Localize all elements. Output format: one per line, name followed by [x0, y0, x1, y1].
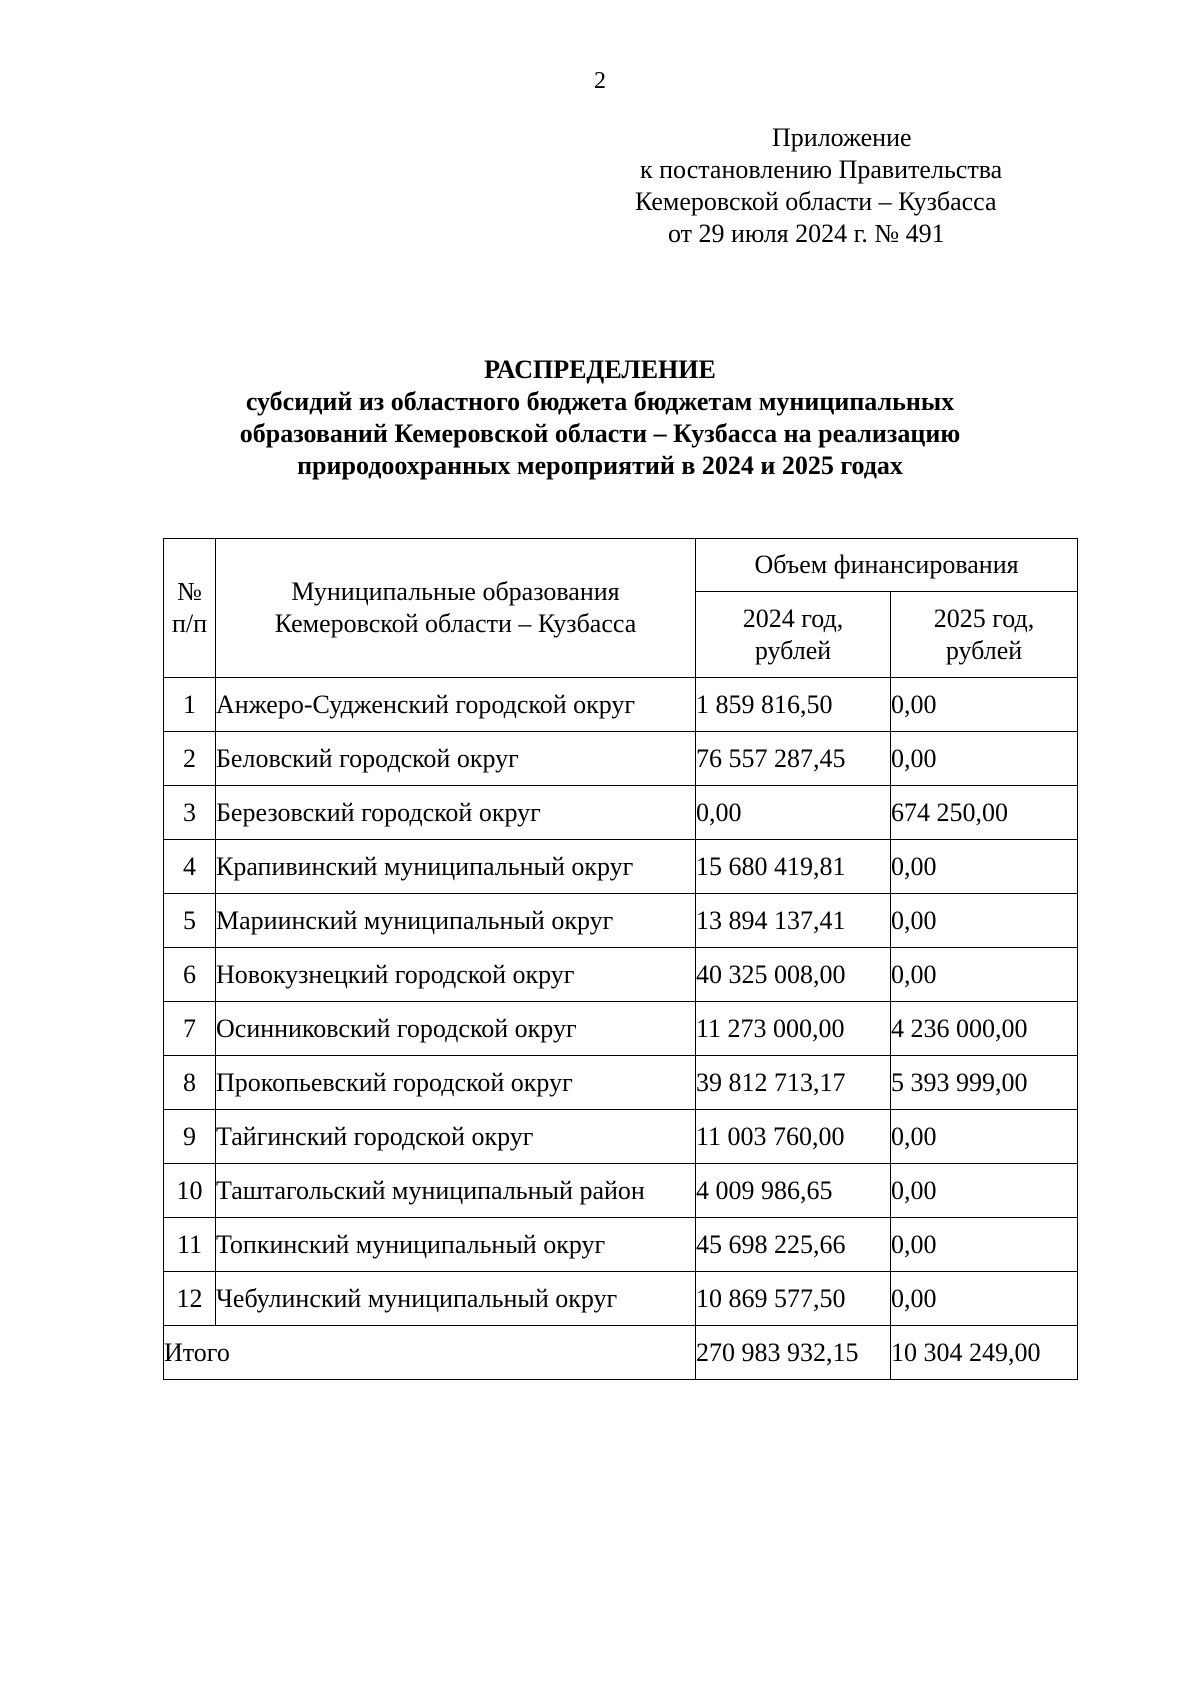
row-number: 8	[164, 1056, 216, 1110]
table-row	[164, 1056, 1078, 1110]
header-2024-line: рублей	[754, 635, 832, 665]
appendix-line: от 29 июля 2024 г. № 491	[668, 219, 945, 248]
header-funding: Объем финансирования	[696, 539, 1078, 592]
row-municipality: Березовский городской округ	[216, 786, 696, 840]
total-label: Итого	[164, 1326, 696, 1380]
header-2025-line: 2025 год,	[933, 603, 1035, 633]
document-title	[0, 354, 1200, 482]
row-number: 1	[164, 678, 216, 732]
row-municipality: Осинниковский городской округ	[216, 1002, 696, 1056]
header-number-line: №	[177, 577, 202, 606]
row-municipality: Анжеро-Судженский городской округ	[216, 678, 696, 732]
row-number: 12	[164, 1272, 216, 1326]
row-municipality: Чебулинский муниципальный округ	[216, 1272, 696, 1326]
row-municipality: Мариинский муниципальный округ	[216, 894, 696, 948]
row-value-2025: 0,00	[891, 840, 1078, 894]
total-value-2025: 10 304 249,00	[891, 1326, 1078, 1380]
header-2025	[891, 592, 1078, 678]
header-number-line: п/п	[171, 609, 208, 638]
row-value-2025: 674 250,00	[891, 786, 1078, 840]
row-value-2024: 10 869 577,50	[696, 1272, 891, 1326]
row-number: 7	[164, 1002, 216, 1056]
total-value-2024: 270 983 932,15	[696, 1326, 891, 1380]
table-row	[164, 1164, 1078, 1218]
row-value-2024: 1 859 816,50	[696, 678, 891, 732]
row-municipality: Прокопьевский городской округ	[216, 1056, 696, 1110]
header-number	[164, 539, 216, 678]
row-number: 6	[164, 948, 216, 1002]
title-heading: РАСПРЕДЕЛЕНИЕ	[484, 355, 716, 384]
row-value-2024: 39 812 713,17	[696, 1056, 891, 1110]
row-value-2025: 0,00	[891, 1218, 1078, 1272]
row-value-2024: 13 894 137,41	[696, 894, 891, 948]
row-municipality: Новокузнецкий городской округ	[216, 948, 696, 1002]
row-value-2025: 4 236 000,00	[891, 1002, 1078, 1056]
table-row	[164, 894, 1078, 948]
table-row	[164, 786, 1078, 840]
table-row	[164, 1272, 1078, 1326]
distribution-table	[163, 538, 1078, 1380]
row-value-2025: 0,00	[891, 732, 1078, 786]
table-row	[164, 678, 1078, 732]
row-number: 11	[164, 1218, 216, 1272]
appendix-line: к постановлению Правительства	[640, 155, 1003, 184]
row-value-2025: 5 393 999,00	[891, 1056, 1078, 1110]
row-value-2025: 0,00	[891, 948, 1078, 1002]
total-row	[164, 1326, 1078, 1380]
row-municipality: Тайгинский городской округ	[216, 1110, 696, 1164]
row-value-2025: 0,00	[891, 1272, 1078, 1326]
header-municipality-line: Муниципальные образования	[291, 577, 620, 606]
table-row	[164, 1110, 1078, 1164]
table-row	[164, 948, 1078, 1002]
row-value-2025: 0,00	[891, 678, 1078, 732]
header-2025-line: рублей	[945, 635, 1023, 665]
page-number: 2	[594, 68, 606, 94]
row-municipality: Крапивинский муниципальный округ	[216, 840, 696, 894]
title-line: природоохранных мероприятий в 2024 и 2025 годах	[297, 451, 903, 480]
row-number: 4	[164, 840, 216, 894]
header-municipality	[216, 539, 696, 678]
header-municipality-line: Кемеровской области – Кузбасса	[274, 609, 637, 638]
title-line: субсидий из областного бюджета бюджетам муниципальных	[245, 387, 955, 416]
appendix-line: Кемеровской области – Кузбасса	[635, 187, 997, 216]
row-value-2025: 0,00	[891, 1164, 1078, 1218]
table-row	[164, 732, 1078, 786]
title-line: образований Кемеровской области – Кузбасса на реализацию	[239, 419, 961, 448]
row-value-2025: 0,00	[891, 1110, 1078, 1164]
row-number: 10	[164, 1164, 216, 1218]
appendix-header	[600, 122, 1100, 250]
row-number: 3	[164, 786, 216, 840]
row-value-2024: 45 698 225,66	[696, 1218, 891, 1272]
row-value-2025: 0,00	[891, 894, 1078, 948]
table-row	[164, 1002, 1078, 1056]
row-number: 5	[164, 894, 216, 948]
row-municipality: Таштагольский муниципальный район	[216, 1164, 696, 1218]
row-value-2024: 76 557 287,45	[696, 732, 891, 786]
row-value-2024: 15 680 419,81	[696, 840, 891, 894]
row-number: 9	[164, 1110, 216, 1164]
header-2024-line: 2024 год,	[742, 603, 844, 633]
header-row	[164, 539, 1078, 592]
row-number: 2	[164, 732, 216, 786]
table-row	[164, 1218, 1078, 1272]
row-municipality: Беловский городской округ	[216, 732, 696, 786]
row-value-2024: 11 273 000,00	[696, 1002, 891, 1056]
row-municipality: Топкинский муниципальный округ	[216, 1218, 696, 1272]
appendix-line: Приложение	[772, 123, 912, 152]
row-value-2024: 11 003 760,00	[696, 1110, 891, 1164]
table-row	[164, 840, 1078, 894]
row-value-2024: 40 325 008,00	[696, 948, 891, 1002]
header-2024	[696, 592, 891, 678]
row-value-2024: 4 009 986,65	[696, 1164, 891, 1218]
row-value-2024: 0,00	[696, 786, 891, 840]
